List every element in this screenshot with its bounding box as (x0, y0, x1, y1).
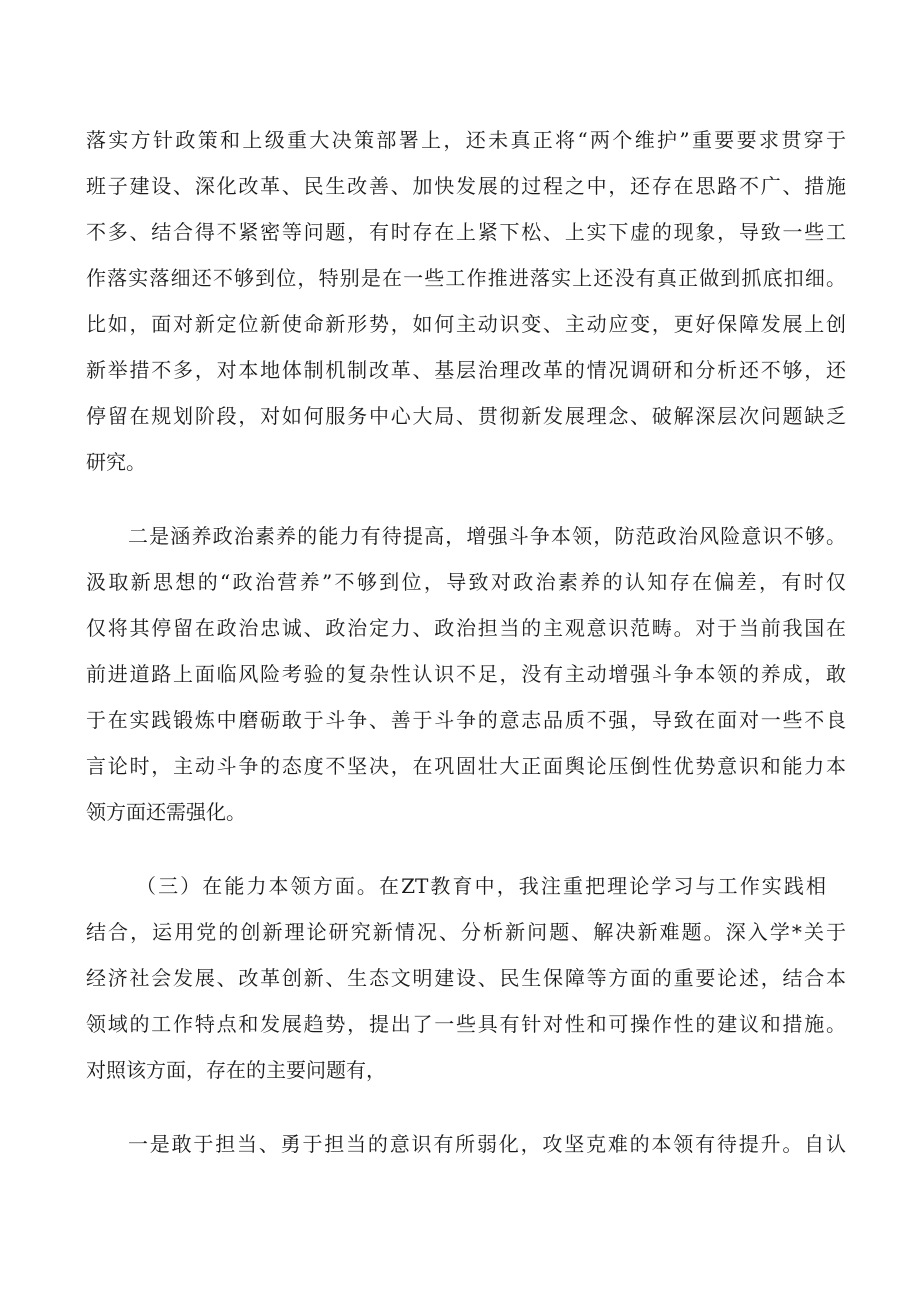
text-line: 作落实落细还不够到位，特别是在一些工作推进落实上还没有真正做到抓底扣细。 (86, 266, 846, 290)
text-line: 结合，运用党的创新理论研究新情况、分析新问题、解决新难题。深入学*关于 (86, 920, 846, 944)
text-line: （三）在能力本领方面。在ZT教育中，我注重把理论学习与工作实践相 (136, 874, 826, 898)
text-line: 班子建设、深化改革、民生改善、加快发展的过程之中，还存在思路不广、措施 (86, 174, 846, 198)
text-line: 二是涵养政治素养的能力有待提高，增强斗争本领，防范政治风险意识不够。 (128, 524, 846, 548)
text-line: 经济社会发展、改革创新、生态文明建设、民生保障等方面的重要论述，结合本 (86, 966, 846, 990)
text-line: 比如，面对新定位新使命新形势，如何主动识变、主动应变，更好保障发展上创 (86, 312, 846, 336)
text-line: 对照该方面，存在的主要问题有， (86, 1058, 386, 1082)
text-line: 前进道路上面临风险考验的复杂性认识不足，没有主动增强斗争本领的养成，敢 (86, 662, 846, 686)
text-line: 不多、结合得不紧密等问题，有时存在上紧下松、上实下虚的现象，导致一些工 (86, 220, 846, 244)
text-line: 言论时，主动斗争的态度不坚决，在巩固壮大正面舆论压倒性优势意识和能力本 (86, 754, 846, 778)
text-line: 新举措不多，对本地体制机制改革、基层治理改革的情况调研和分析还不够，还 (86, 358, 846, 382)
text-line: 汲取新思想的“政治营养”不够到位，导致对政治素养的认知存在偏差，有时仅 (86, 570, 846, 594)
text-line: 落实方针政策和上级重大决策部署上，还未真正将“两个维护”重要要求贯穿于 (86, 128, 846, 152)
text-line: 一是敢于担当、勇于担当的意识有所弱化，攻坚克难的本领有待提升。自认 (128, 1132, 846, 1156)
text-line: 于在实践锻炼中磨砺敢于斗争、善于斗争的意志品质不强，导致在面对一些不良 (86, 708, 846, 732)
text-line: 停留在规划阶段，对如何服务中心大局、贯彻新发展理念、破解深层次问题缺乏 (86, 404, 846, 428)
text-line: 仅将其停留在政治忠诚、政治定力、政治担当的主观意识范畴。对于当前我国在 (86, 616, 846, 640)
text-line: 领方面还需强化。 (86, 800, 246, 824)
text-line: 研究。 (86, 450, 146, 474)
text-line: 领域的工作特点和发展趋势，提出了一些具有针对性和可操作性的建议和措施。 (86, 1012, 846, 1036)
